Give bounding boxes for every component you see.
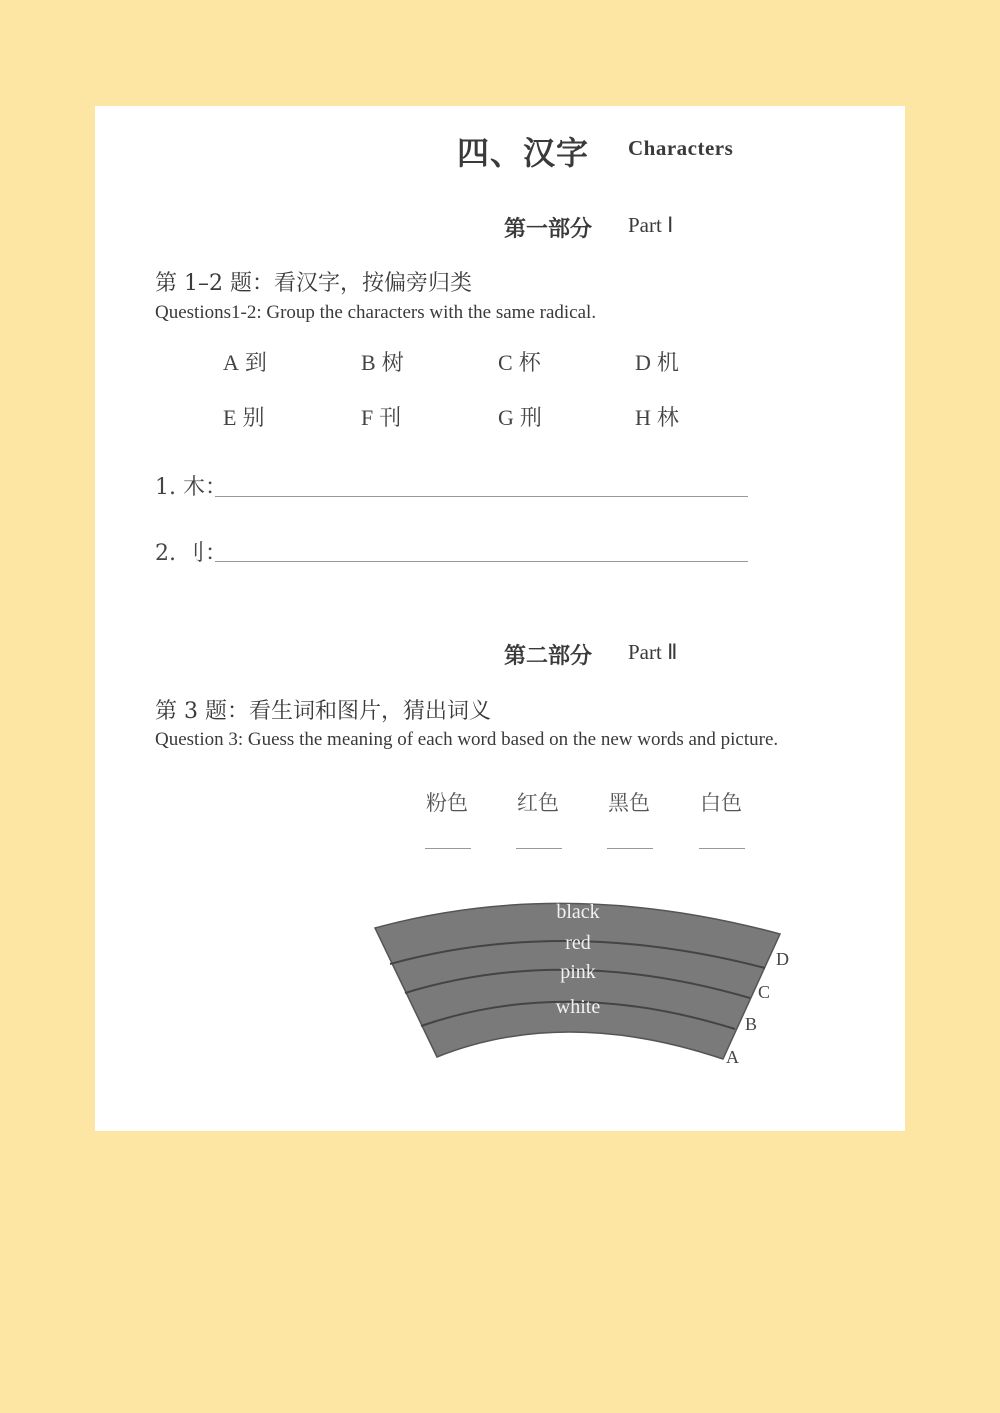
- band-label-red: red: [565, 932, 591, 954]
- part1-label-cn: 第一部分: [504, 216, 593, 242]
- option-f: [361, 401, 401, 432]
- option-letter: E: [223, 405, 237, 430]
- option-char: 机: [656, 351, 679, 376]
- blank-pink[interactable]: [425, 848, 471, 849]
- section-title-en: Characters: [628, 136, 734, 160]
- band-letter-b: B: [745, 1014, 758, 1034]
- word-pink: 粉色: [426, 791, 468, 815]
- band-label-black: black: [556, 901, 600, 923]
- option-c: [498, 346, 541, 377]
- band-letter-d: D: [776, 949, 789, 969]
- option-a: [223, 346, 267, 377]
- option-char: 树: [381, 351, 404, 376]
- option-letter: D: [635, 350, 651, 375]
- answer-2-label: 2. 刂：: [155, 541, 227, 566]
- option-g: [498, 401, 542, 432]
- option-letter: B: [361, 350, 376, 375]
- worksheet-page: [95, 106, 905, 1131]
- option-e: [223, 401, 264, 432]
- part1-label-en: Part Ⅰ: [628, 213, 674, 237]
- option-char: 刊: [379, 406, 402, 431]
- color-fan-figure: [365, 886, 805, 1086]
- blank-white[interactable]: [699, 848, 745, 849]
- answer-1-line[interactable]: [215, 496, 748, 497]
- option-b: [361, 346, 404, 377]
- option-char: 林: [656, 406, 679, 431]
- part2-label-cn: 第二部分: [504, 643, 593, 669]
- section-title-cn: 四、汉字: [457, 134, 590, 172]
- option-char: 到: [244, 351, 267, 376]
- part2-question-en: Question 3: Guess the meaning of each word based on the new words and picture.: [155, 729, 779, 750]
- answer-2-line[interactable]: [215, 561, 748, 562]
- option-d: [635, 346, 679, 377]
- option-h: [635, 401, 679, 432]
- option-char: 别: [242, 406, 265, 431]
- word-black: 黑色: [608, 791, 650, 815]
- answer-1-label: 1. 木：: [155, 475, 227, 500]
- part2-label-en: Part Ⅱ: [628, 640, 678, 664]
- part2-question-cn: 第 3 题：看生词和图片，猜出词义: [155, 699, 491, 724]
- part1-question-en: Questions1-2: Group the characters with the same radical.: [155, 302, 597, 323]
- band-letter-c: C: [758, 982, 771, 1002]
- band-label-pink: pink: [560, 961, 596, 983]
- blank-black[interactable]: [607, 848, 653, 849]
- option-letter: G: [498, 405, 514, 430]
- option-letter: C: [498, 350, 513, 375]
- option-char: 刑: [519, 406, 542, 431]
- part1-question-cn: 第 1–2 题：看汉字，按偏旁归类: [155, 271, 472, 296]
- option-char: 杯: [518, 351, 541, 376]
- word-red: 红色: [517, 791, 559, 815]
- option-letter: H: [635, 405, 651, 430]
- option-letter: F: [361, 405, 374, 430]
- word-white: 白色: [700, 791, 742, 815]
- blank-red[interactable]: [516, 848, 562, 849]
- band-letter-a: A: [726, 1047, 739, 1067]
- band-label-white: white: [555, 996, 601, 1018]
- option-letter: A: [223, 350, 239, 375]
